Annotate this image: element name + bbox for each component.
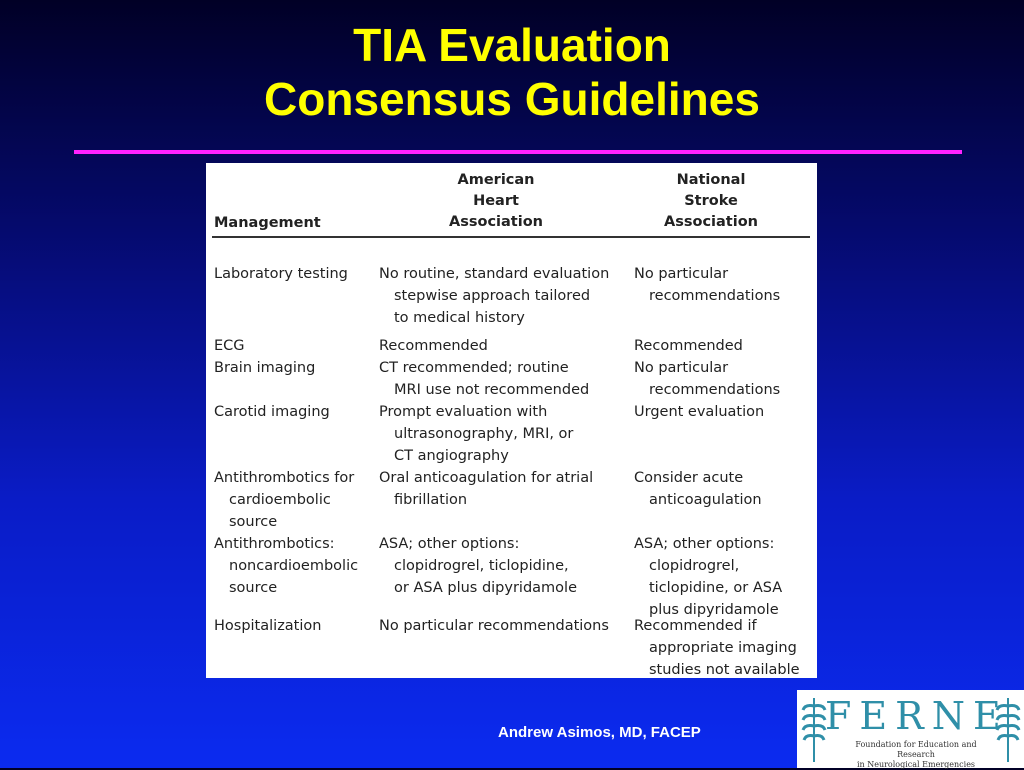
- row-nsa-line: recommendations: [649, 382, 781, 398]
- header-nsa-line: Association: [664, 214, 758, 230]
- row-aha-line: Prompt evaluation with: [379, 404, 548, 420]
- header-aha-line: Association: [449, 214, 543, 230]
- row-management-line: Antithrombotics for: [214, 470, 355, 486]
- row-nsa-cell: [634, 401, 814, 423]
- row-management-cell: [214, 467, 379, 533]
- row-aha-line: CT recommended; routine: [379, 360, 569, 376]
- row-aha-line: fibrillation: [394, 492, 468, 508]
- row-nsa-cell: [634, 467, 814, 511]
- row-management-line: source: [229, 514, 278, 530]
- row-aha-line: to medical history: [394, 310, 525, 326]
- logo-wordmark: FERNE: [825, 694, 1009, 738]
- row-management-line: Brain imaging: [214, 360, 316, 376]
- row-aha-line: or ASA plus dipyridamole: [394, 580, 577, 596]
- row-nsa-line: Consider acute: [634, 470, 744, 486]
- row-nsa-line: Recommended if: [634, 618, 757, 634]
- header-aha-line: Heart: [473, 193, 519, 209]
- row-aha-line: No routine, standard evaluation: [379, 266, 610, 282]
- row-nsa-cell: [634, 533, 814, 621]
- header-nsa: [626, 170, 796, 233]
- author-credit: Andrew Asimos, MD, FACEP: [498, 724, 701, 741]
- row-management-line: Laboratory testing: [214, 266, 348, 282]
- row-nsa-line: No particular: [634, 360, 729, 376]
- row-nsa-cell: [634, 615, 814, 681]
- header-management: Management: [214, 215, 321, 231]
- row-aha-line: No particular recommendations: [379, 618, 609, 634]
- row-management-line: Antithrombotics:: [214, 536, 335, 552]
- row-aha-cell: [379, 467, 629, 511]
- logo-subtitle-line: in Neurological Emergencies: [856, 760, 976, 769]
- row-management-line: ECG: [214, 338, 245, 354]
- row-nsa-line: ticlopidine, or ASA: [649, 580, 783, 596]
- row-aha-line: ASA; other options:: [379, 536, 520, 552]
- row-management-line: Hospitalization: [214, 618, 322, 634]
- row-aha-line: ultrasonography, MRI, or: [394, 426, 574, 442]
- ferne-logo: [797, 690, 1024, 768]
- row-nsa-line: anticoagulation: [649, 492, 762, 508]
- fern-leaf-icon: [801, 694, 827, 764]
- row-aha-line: CT angiography: [394, 448, 509, 464]
- row-nsa-cell: [634, 357, 814, 401]
- row-nsa-line: Urgent evaluation: [634, 404, 765, 420]
- guidelines-table: [206, 163, 817, 678]
- row-aha-line: MRI use not recommended: [394, 382, 590, 398]
- row-nsa-line: appropriate imaging: [649, 640, 797, 656]
- row-aha-cell: [379, 615, 629, 637]
- row-nsa-cell: [634, 263, 814, 307]
- row-nsa-line: clopidrogrel,: [649, 558, 740, 574]
- row-management-cell: [214, 401, 379, 423]
- header-nsa-line: Stroke: [684, 193, 738, 209]
- row-aha-line: Oral anticoagulation for atrial: [379, 470, 594, 486]
- row-nsa-line: Recommended: [634, 338, 743, 354]
- row-aha-line: stepwise approach tailored: [394, 288, 591, 304]
- row-management-line: source: [229, 580, 278, 596]
- title-line-1: TIA Evaluation: [353, 19, 671, 71]
- logo-subtitle: [841, 740, 991, 770]
- row-management-cell: [214, 533, 379, 599]
- row-nsa-line: plus dipyridamole: [649, 602, 779, 618]
- row-management-cell: [214, 335, 379, 357]
- row-aha-line: clopidrogrel, ticlopidine,: [394, 558, 569, 574]
- header-nsa-line: National: [676, 172, 746, 188]
- row-aha-cell: [379, 401, 629, 467]
- row-management-line: noncardioembolic: [229, 558, 359, 574]
- logo-subtitle-line: Foundation for Education and Research: [855, 740, 977, 759]
- title-line-2: Consensus Guidelines: [264, 73, 760, 125]
- row-aha-cell: [379, 263, 629, 329]
- row-aha-line: Recommended: [379, 338, 488, 354]
- row-management-cell: [214, 615, 379, 637]
- header-aha-line: American: [457, 172, 535, 188]
- slide-title: [0, 18, 1024, 126]
- row-management-line: cardioembolic: [229, 492, 331, 508]
- row-management-line: Carotid imaging: [214, 404, 330, 420]
- row-aha-cell: [379, 533, 629, 599]
- row-nsa-line: studies not available: [649, 662, 800, 678]
- header-divider: [212, 236, 810, 238]
- title-divider: [74, 150, 962, 154]
- row-nsa-line: ASA; other options:: [634, 536, 775, 552]
- row-aha-cell: [379, 357, 629, 401]
- row-aha-cell: [379, 335, 629, 357]
- row-nsa-line: recommendations: [649, 288, 781, 304]
- row-management-cell: [214, 263, 379, 285]
- row-nsa-cell: [634, 335, 814, 357]
- header-aha: [376, 170, 616, 233]
- row-nsa-line: No particular: [634, 266, 729, 282]
- row-management-cell: [214, 357, 379, 379]
